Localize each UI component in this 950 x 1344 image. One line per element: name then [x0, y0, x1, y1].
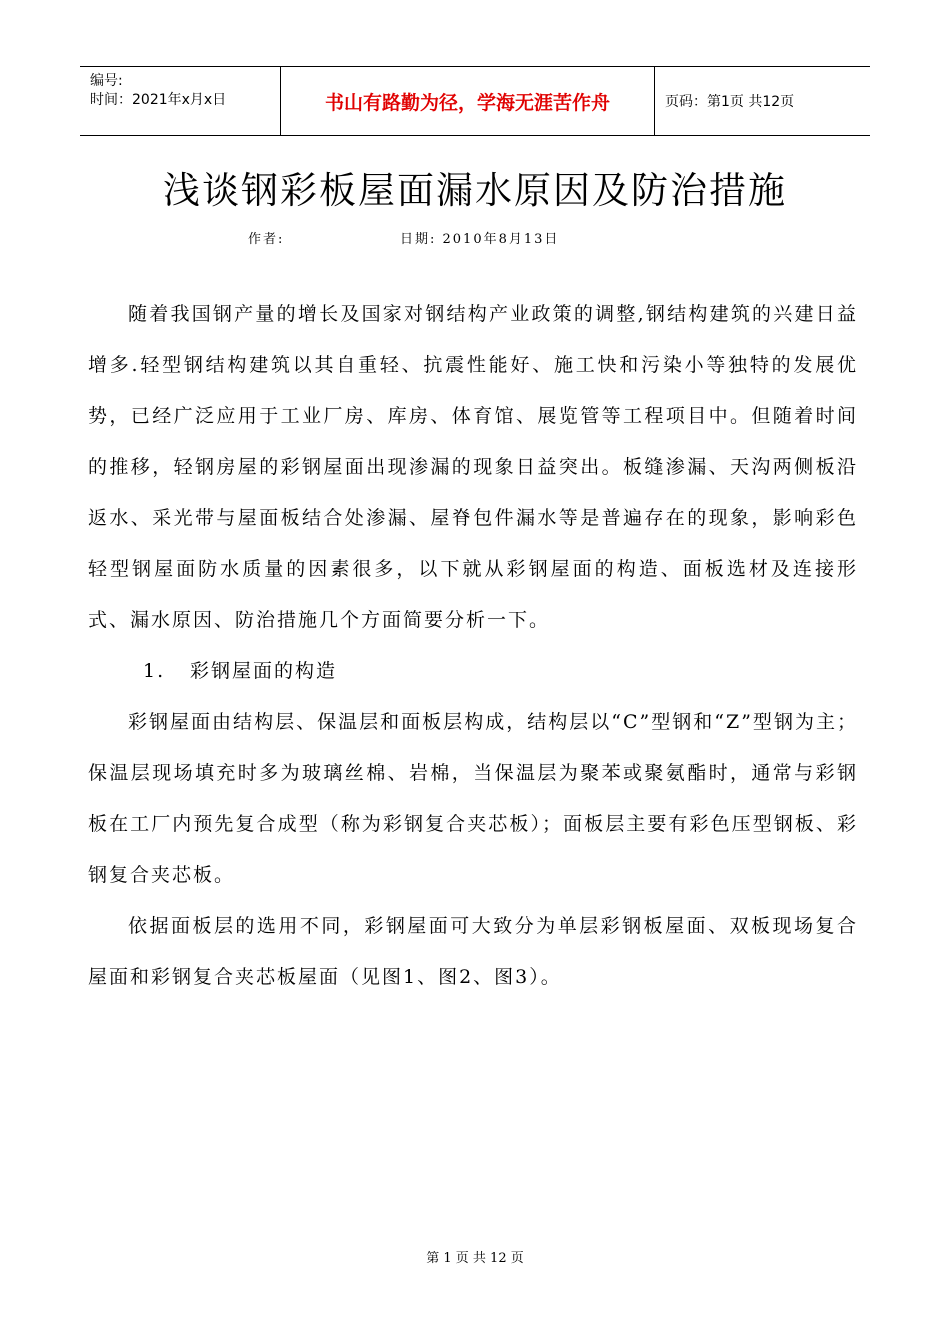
header-motto: 书山有路勤为径，学海无涯苦作舟 [280, 67, 655, 135]
intro-paragraph: 随着我国钢产量的增长及国家对钢结构产业政策的调整,钢结构建筑的兴建日益增多.轻型钢结构建筑以其自重轻、抗震性能好、施工快和污染小等独特的发展优势，已经广泛应用于工业厂房、库房、体育馆、展览管等工程项目中。但随着时间的推移，轻钢房屋的彩钢屋面出现渗漏的现象日益突出。板缝渗漏、天沟两侧板沿返水、采光带与屋面板结合处渗漏、屋脊包件漏水等是普遍存在的现象，影响彩色轻型钢屋面防水质量的因素很多，以下就从彩钢屋面的构造、面板选材及连接形式、漏水原因、防治措施几个方面简要分析一下。 [88, 303, 858, 631]
author-label: 作者: [248, 232, 285, 247]
page-footer: 第 1 页 共 12 页 [426, 1251, 524, 1266]
section-number: 1. [143, 660, 166, 682]
section-title: 彩钢屋面的构造 [190, 660, 338, 682]
date-label: 日期: 2010年8月13日 [400, 232, 560, 247]
structure-paragraph: 彩钢屋面由结构层、保温层和面板层构成，结构层以“C”型钢和“Z”型钢为主；保温层现场填充时多为玻璃丝棉、岩棉，当保温层为聚苯或聚氨酯时，通常与彩钢板在工厂内预先复合成型（称为彩钢复合夹芯板）；面板层主要有彩色压型钢板、彩钢复合夹芯板。 [88, 711, 858, 886]
header-left-cell [80, 67, 280, 135]
document-title: 浅谈钢彩板屋面漏水原因及防治措施 [163, 169, 787, 212]
classification-paragraph: 依据面板层的选用不同，彩钢屋面可大致分为单层彩钢板屋面、双板现场复合屋面和彩钢复合夹芯板屋面（见图1、图2、图3）。 [88, 915, 858, 988]
document-body [88, 289, 858, 1003]
header-table [80, 66, 870, 136]
document-time-label: 时间：2021年x月x日 [90, 92, 227, 108]
header-page-info: 页码：第1页 共12页 [665, 94, 795, 110]
document-number-label: 编号: [90, 73, 123, 89]
section-heading [88, 646, 858, 697]
